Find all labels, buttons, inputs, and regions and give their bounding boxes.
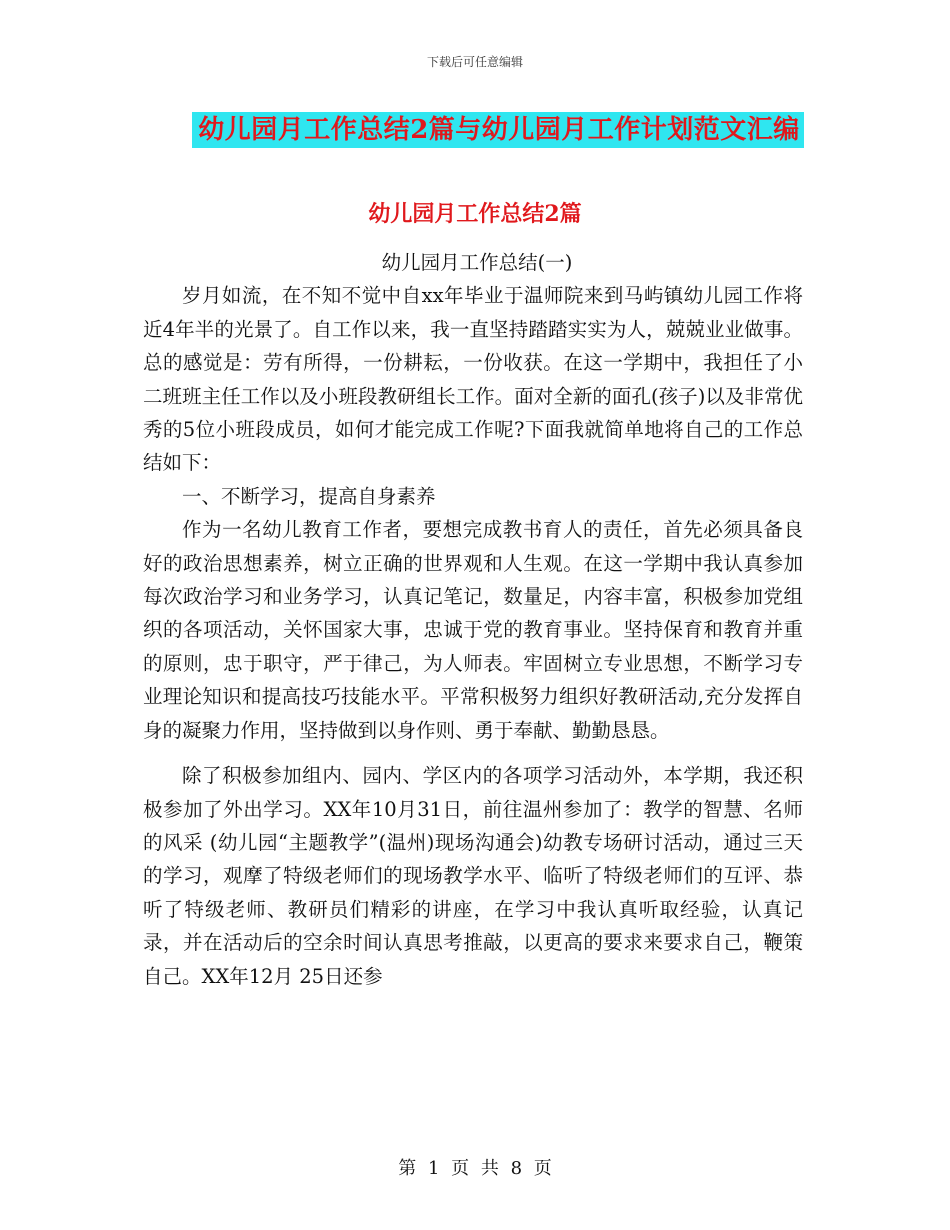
- article-body: [143, 246, 803, 993]
- page-footer: 第 1 页 共 8 页: [398, 1158, 552, 1179]
- section-title: 幼儿园月工作总结2篇: [368, 201, 582, 227]
- document-main-title: 幼儿园月工作总结2篇与幼儿园月工作计划范文汇编: [192, 112, 804, 148]
- page-header-note: 下载后可任意编辑: [426, 55, 523, 69]
- paragraph-intro: 岁月如流，在不知不觉中自xx年毕业于温师院来到马屿镇幼儿园工作将近4年半的光景了。自工作以来，我一直坚持踏踏实实为人，兢兢业业做事。总的感觉是：劳有所得，一份耕耘，一份收获。在这一学期中，我担任了小二班班主任工作以及小班段教研组长工作。面对全新的面孔(孩子)以及非常优秀的5位小班段成员，如何才能完成工作呢?下面我就简单地将自己的工作总结如下：: [143, 284, 803, 475]
- paragraph-heading-study: 一、不断学习，提高自身素养: [182, 484, 436, 508]
- paragraph-study-body: 作为一名幼儿教育工作者，要想完成教书育人的责任，首先必须具备良好的政治思想素养，树立正确的世界观和人生观。在这一学期中我认真参加每次政治学习和业务学习，认真记笔记，数量足，内容丰富，积极参加党组织的各项活动，关怀国家大事，忠诚于党的教育事业。坚持保育和教育并重的原则，忠于职守，严于律己，为人师表。牢固树立专业思想，不断学习专业理论知识和提高技巧技能水平。平常积极努力组织好教研活动,充分发挥自身的凝聚力作用，坚持做到以身作则、勇于奉献、勤勤恳恳。: [143, 518, 803, 742]
- main-title-container: [0, 112, 950, 148]
- paragraph-external-study: 除了积极参加组内、园内、学区内的各项学习活动外，本学期，我还积极参加了外出学习。XX年10月31日，前往温州参加了：教学的智慧、名师的风采 (幼儿园“主题教学”(温州)现场沟通会)幼教专场研讨活动，通过三天的学习，观摩了特级老师们的现场教学水平、临听了特级老师们的互评、恭听了特级老师、教研员们精彩的讲座，在学习中我认真听取经验，认真记录，并在活动后的空余时间认真思考推敲，以更高的要求来要求自己，鞭策自己。XX年12月 25日还参: [143, 764, 803, 988]
- article-subtitle: 幼儿园月工作总结(一): [381, 251, 573, 274]
